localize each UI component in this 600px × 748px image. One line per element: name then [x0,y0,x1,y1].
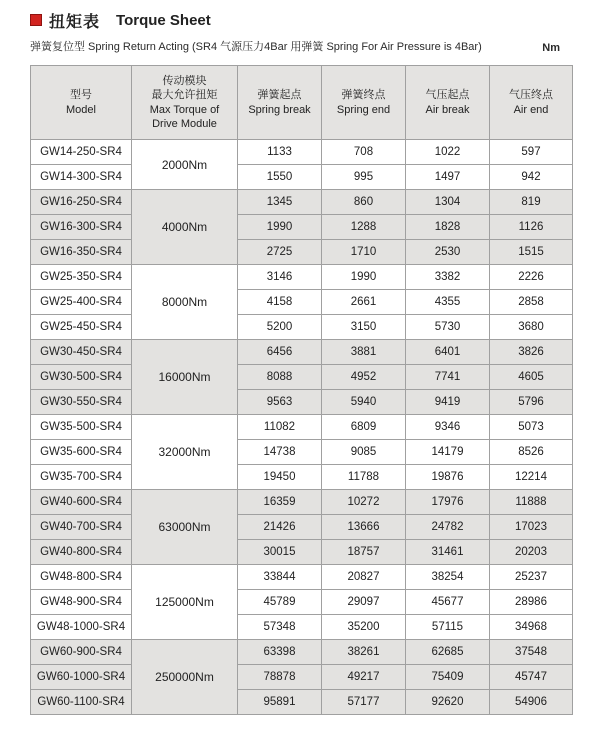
table-row [31,640,573,665]
air-break-cell: 4355 [406,290,490,315]
max-torque-cell: 63000Nm [132,490,238,565]
table-row [31,490,573,515]
torque-table-header-row [31,66,573,140]
air-end-cell: 5073 [490,415,573,440]
subtitle-text: 弹簧复位型 Spring Return Acting (SR4 气源压力4Bar 用弹簧 Spring For Air Pressure is 4Bar) [30,41,482,53]
page-title [30,9,572,31]
spring-end-cell: 20827 [322,565,406,590]
spring-break-cell: 57348 [238,615,322,640]
model-cell: GW60-1000-SR4 [31,665,132,690]
max-torque-cell: 125000Nm [132,565,238,640]
air-end-cell: 2858 [490,290,573,315]
table-row [31,165,573,190]
air-end-cell: 12214 [490,465,573,490]
torque-table-header [31,66,573,140]
air-break-cell: 31461 [406,540,490,565]
spring-end-cell: 995 [322,165,406,190]
air-break-cell: 6401 [406,340,490,365]
spring-break-cell: 8088 [238,365,322,390]
spring-break-cell: 5200 [238,315,322,340]
air-end-cell: 20203 [490,540,573,565]
spring-break-cell: 4158 [238,290,322,315]
spring-end-cell: 860 [322,190,406,215]
spring-break-cell: 30015 [238,540,322,565]
spring-break-cell: 1345 [238,190,322,215]
model-cell: GW60-900-SR4 [31,640,132,665]
table-row [31,590,573,615]
table-row [31,615,573,640]
air-end-cell: 17023 [490,515,573,540]
model-cell: GW25-350-SR4 [31,265,132,290]
air-break-cell: 38254 [406,565,490,590]
model-cell: GW48-800-SR4 [31,565,132,590]
spring-break-cell: 78878 [238,665,322,690]
model-cell: GW16-350-SR4 [31,240,132,265]
table-row [31,240,573,265]
air-break-cell: 62685 [406,640,490,665]
spring-end-cell: 10272 [322,490,406,515]
spring-break-cell: 33844 [238,565,322,590]
column-header-air-end: 气压终点 Air end [490,66,573,140]
max-torque-cell: 2000Nm [132,140,238,190]
column-header-max-torque: 传动模块 最大允许扭矩 Max Torque of Drive Module [132,66,238,140]
air-end-cell: 1515 [490,240,573,265]
spring-break-cell: 9563 [238,390,322,415]
air-break-cell: 1497 [406,165,490,190]
spring-end-cell: 35200 [322,615,406,640]
model-cell: GW35-500-SR4 [31,415,132,440]
table-row [31,540,573,565]
spring-break-cell: 2725 [238,240,322,265]
max-torque-cell: 250000Nm [132,640,238,715]
spring-end-cell: 13666 [322,515,406,540]
air-end-cell: 942 [490,165,573,190]
air-break-cell: 57115 [406,615,490,640]
spring-end-cell: 6809 [322,415,406,440]
model-cell: GW35-600-SR4 [31,440,132,465]
table-row [31,515,573,540]
model-cell: GW40-700-SR4 [31,515,132,540]
torque-table-body [31,140,573,715]
spring-end-cell: 49217 [322,665,406,690]
table-row [31,415,573,440]
table-row [31,690,573,715]
table-row [31,315,573,340]
air-break-cell: 5730 [406,315,490,340]
model-cell: GW40-800-SR4 [31,540,132,565]
spring-end-cell: 4952 [322,365,406,390]
model-cell: GW16-250-SR4 [31,190,132,215]
table-row [31,340,573,365]
spring-break-cell: 63398 [238,640,322,665]
page-title-zh: 扭矩表 [49,13,101,31]
air-break-cell: 45677 [406,590,490,615]
max-torque-cell: 8000Nm [132,265,238,340]
air-break-cell: 3382 [406,265,490,290]
air-end-cell: 54906 [490,690,573,715]
air-break-cell: 1304 [406,190,490,215]
model-cell: GW30-450-SR4 [31,340,132,365]
table-row [31,365,573,390]
spring-end-cell: 1710 [322,240,406,265]
spring-end-cell: 57177 [322,690,406,715]
red-square-bullet-icon [30,14,42,26]
max-torque-cell: 4000Nm [132,190,238,265]
air-end-cell: 11888 [490,490,573,515]
model-cell: GW14-300-SR4 [31,165,132,190]
subtitle-row [30,38,572,54]
air-end-cell: 45747 [490,665,573,690]
spring-end-cell: 1990 [322,265,406,290]
page-title-en: Torque Sheet [116,11,211,29]
table-row [31,265,573,290]
spring-end-cell: 9085 [322,440,406,465]
spring-end-cell: 2661 [322,290,406,315]
air-break-cell: 9419 [406,390,490,415]
table-row [31,465,573,490]
model-cell: GW25-450-SR4 [31,315,132,340]
air-break-cell: 1828 [406,215,490,240]
table-row [31,215,573,240]
spring-end-cell: 3150 [322,315,406,340]
spring-break-cell: 1990 [238,215,322,240]
column-header-model: 型号 Model [31,66,132,140]
spring-end-cell: 11788 [322,465,406,490]
max-torque-cell: 16000Nm [132,340,238,415]
spring-end-cell: 1288 [322,215,406,240]
spring-break-cell: 1133 [238,140,322,165]
model-cell: GW16-300-SR4 [31,215,132,240]
table-row [31,140,573,165]
model-cell: GW14-250-SR4 [31,140,132,165]
air-break-cell: 92620 [406,690,490,715]
table-row [31,290,573,315]
air-end-cell: 5796 [490,390,573,415]
air-break-cell: 14179 [406,440,490,465]
air-break-cell: 1022 [406,140,490,165]
spring-break-cell: 21426 [238,515,322,540]
spring-end-cell: 3881 [322,340,406,365]
air-end-cell: 25237 [490,565,573,590]
air-end-cell: 2226 [490,265,573,290]
air-break-cell: 17976 [406,490,490,515]
air-break-cell: 24782 [406,515,490,540]
table-row [31,665,573,690]
air-end-cell: 4605 [490,365,573,390]
air-break-cell: 9346 [406,415,490,440]
air-end-cell: 1126 [490,215,573,240]
air-end-cell: 37548 [490,640,573,665]
air-end-cell: 8526 [490,440,573,465]
spring-break-cell: 3146 [238,265,322,290]
spring-break-cell: 95891 [238,690,322,715]
air-end-cell: 819 [490,190,573,215]
spring-break-cell: 19450 [238,465,322,490]
spring-end-cell: 38261 [322,640,406,665]
spring-break-cell: 45789 [238,590,322,615]
model-cell: GW48-900-SR4 [31,590,132,615]
column-header-air-break: 气压起点 Air break [406,66,490,140]
model-cell: GW30-500-SR4 [31,365,132,390]
table-row [31,565,573,590]
table-row [31,440,573,465]
model-cell: GW35-700-SR4 [31,465,132,490]
spring-end-cell: 29097 [322,590,406,615]
air-end-cell: 3826 [490,340,573,365]
air-break-cell: 2530 [406,240,490,265]
air-break-cell: 7741 [406,365,490,390]
air-end-cell: 3680 [490,315,573,340]
spring-end-cell: 708 [322,140,406,165]
model-cell: GW40-600-SR4 [31,490,132,515]
air-end-cell: 34968 [490,615,573,640]
unit-label: Nm [542,42,560,54]
model-cell: GW48-1000-SR4 [31,615,132,640]
air-end-cell: 597 [490,140,573,165]
air-break-cell: 75409 [406,665,490,690]
max-torque-cell: 32000Nm [132,415,238,490]
model-cell: GW60-1100-SR4 [31,690,132,715]
spring-break-cell: 14738 [238,440,322,465]
spring-end-cell: 18757 [322,540,406,565]
table-row [31,390,573,415]
spring-break-cell: 1550 [238,165,322,190]
spring-break-cell: 11082 [238,415,322,440]
table-row [31,190,573,215]
torque-table [30,65,573,715]
model-cell: GW30-550-SR4 [31,390,132,415]
spring-break-cell: 16359 [238,490,322,515]
air-end-cell: 28986 [490,590,573,615]
column-header-spring-end: 弹簧终点 Spring end [322,66,406,140]
column-header-spring-break: 弹簧起点 Spring break [238,66,322,140]
spring-end-cell: 5940 [322,390,406,415]
model-cell: GW25-400-SR4 [31,290,132,315]
air-break-cell: 19876 [406,465,490,490]
spring-break-cell: 6456 [238,340,322,365]
